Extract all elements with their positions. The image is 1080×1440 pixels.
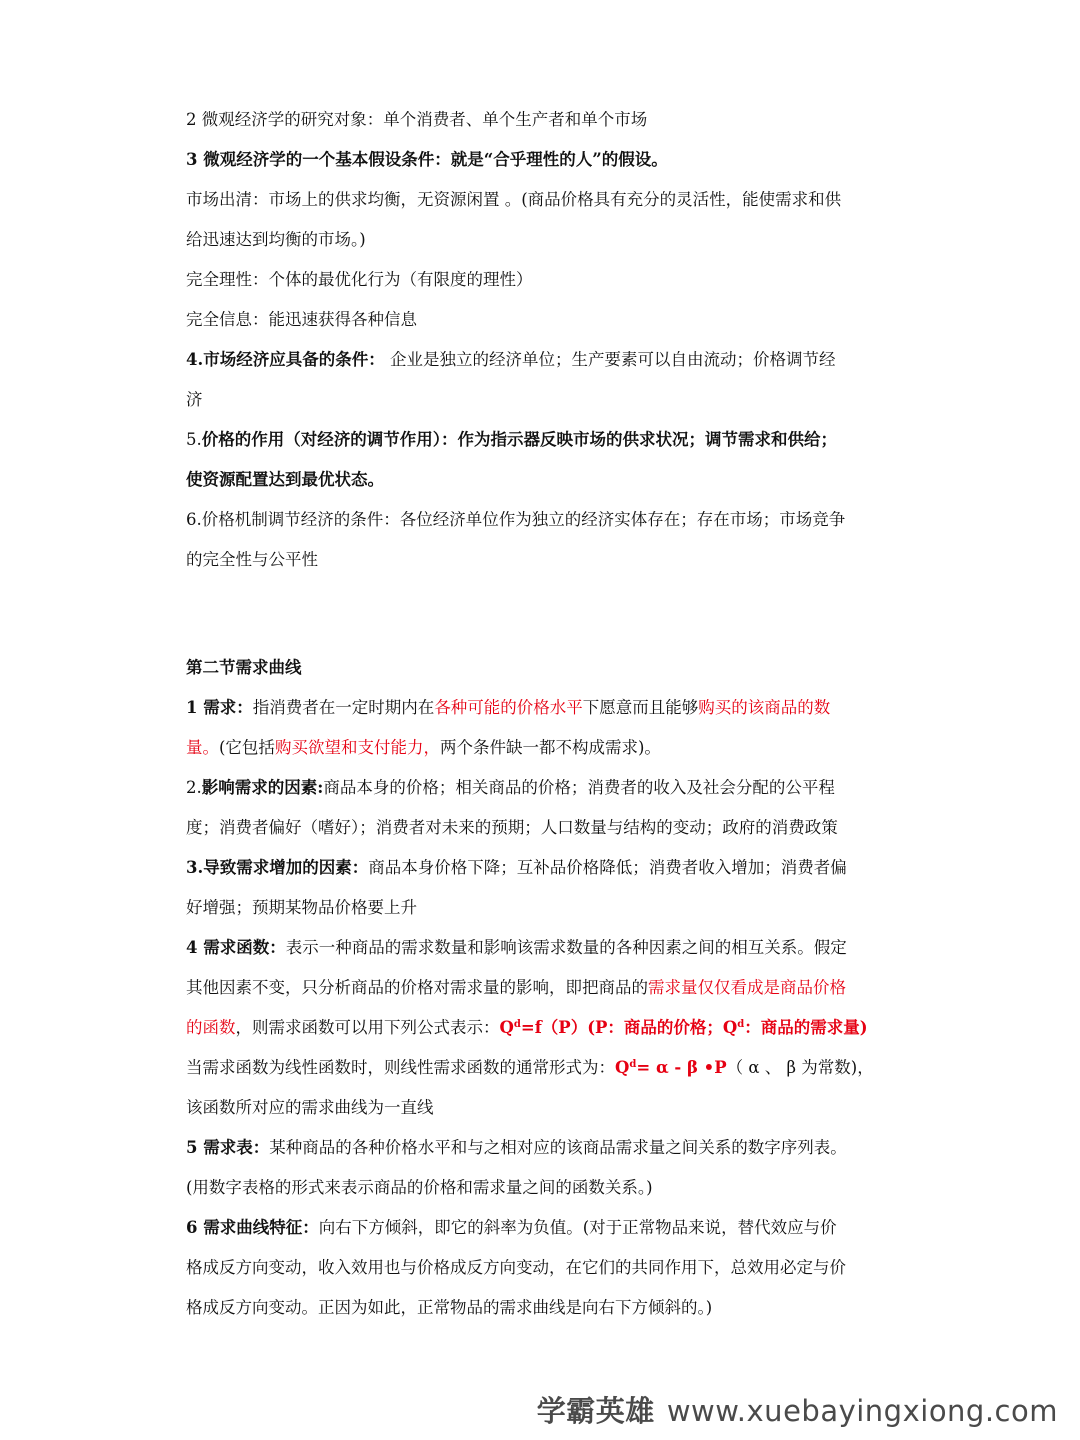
item-number: 1 <box>186 698 204 717</box>
term-label: 4.市场经济应具备的条件： <box>186 350 385 369</box>
text-span: 的完全性与公平性 <box>186 550 318 569</box>
item-number: 5. <box>186 430 202 449</box>
formula-part: ：商品的需求量) <box>744 1018 868 1037</box>
paragraph-demand-factors-cont <box>186 808 898 848</box>
formula-demand-function <box>500 1018 868 1037</box>
paragraph-linear-demand-cont <box>186 1088 898 1128</box>
paragraph-demand-curve-cont2 <box>186 1288 898 1328</box>
text-span: 两个条件缺一都不构成需求)。 <box>439 738 661 757</box>
text-span: 其他因素不变，只分析商品的价格对需求量的影响，即把商品的 <box>186 978 648 997</box>
formula-superscript: d <box>629 1059 637 1070</box>
formula-part: Q <box>499 1018 514 1037</box>
term-label: 6 需求曲线特征： <box>186 1218 319 1237</box>
paragraph-market-conditions <box>186 340 898 380</box>
highlight-text: 各种可能的价格水平 <box>434 698 583 717</box>
section-spacer <box>186 580 898 648</box>
text-span: 商品本身的价格；相关商品的价格；消费者的收入及社会分配的公平程 <box>323 778 835 797</box>
text-span: 格成反方向变动。正因为如此，正常物品的需求曲线是向右下方倾斜的。) <box>186 1298 713 1317</box>
text-span: （ α 、 β 为常数)， <box>726 1058 874 1077</box>
text-span: 度；消费者偏好（嗜好）；消费者对未来的预期；人口数量与结构的变动；政府的消费政策 <box>186 818 838 837</box>
text-span: 指消费者在一定时期内在 <box>252 698 435 717</box>
paragraph-market-conditions-cont <box>186 380 898 420</box>
text-span: 商品本身价格下降；互补品价格降低；消费者收入增加；消费者偏 <box>368 858 847 877</box>
paragraph-price-role <box>186 420 898 460</box>
paragraph-demand-definition <box>186 688 898 728</box>
term-label: 需求： <box>203 698 253 717</box>
paragraph-demand-schedule <box>186 1128 898 1168</box>
paragraph-demand-increase <box>186 848 898 888</box>
paragraph-basic-assumption <box>186 140 898 180</box>
text-span: 格成反方向变动，收入效用也与价格成反方向变动，在它们的共同作用下，总效用必定与价 <box>186 1258 846 1277</box>
text-span: 6.价格机制调节经济的条件：各位经济单位作为独立的经济实体存在；存在市场；市场竞争 <box>186 510 846 529</box>
document-body <box>186 100 898 1328</box>
term-label: 5 需求表： <box>186 1138 270 1157</box>
text-span: 3 微观经济学的一个基本假设条件：就是“合乎理性的人”的假设。 <box>186 150 668 169</box>
paragraph-price-mechanism-cont <box>186 540 898 580</box>
text-span: 向右下方倾斜，即它的斜率为负值。(对于正常物品来说，替代效应与价 <box>318 1218 837 1237</box>
paragraph-linear-demand <box>186 1048 898 1088</box>
item-number: 2. <box>186 778 202 797</box>
text-span: 使资源配置达到最优状态。 <box>186 470 384 489</box>
text-span: 好增强；预期某物品价格要上升 <box>186 898 417 917</box>
paragraph-market-clearing-cont <box>186 220 898 260</box>
paragraph-demand-curve <box>186 1208 898 1248</box>
text-span: 完全理性：个体的最优化行为（有限度的理性） <box>186 270 533 289</box>
paragraph-demand-factors <box>186 768 898 808</box>
paragraph-price-mechanism <box>186 500 898 540</box>
paragraph-full-rationality <box>186 260 898 300</box>
text-span: 下愿意而且能够 <box>582 698 699 717</box>
text-span: 表示一种商品的需求数量和影响该需求数量的各种因素之间的相互关系。假定 <box>285 938 847 957</box>
heading-text: 第二节需求曲线 <box>186 658 302 677</box>
formula-superscript: d <box>513 1019 521 1030</box>
watermark-brand: 学霸英雄 <box>536 1394 655 1428</box>
section-heading <box>186 648 898 688</box>
paragraph-demand-function-cont2 <box>186 1008 898 1048</box>
text-span: 当需求函数为线性函数时，则线性需求函数的通常形式为： <box>186 1058 615 1077</box>
paragraph-demand-schedule-cont <box>186 1168 898 1208</box>
formula-part: =f（P）(P：商品的价格；Q <box>520 1018 738 1037</box>
term-label: 3.导致需求增加的因素： <box>186 858 369 877</box>
paragraph-demand-curve-cont1 <box>186 1248 898 1288</box>
paragraph-full-information <box>186 300 898 340</box>
highlight-text: 量。 <box>186 738 219 757</box>
text-span: 某种商品的各种价格水平和与之相对应的该商品需求量之间关系的数字序列表。 <box>269 1138 847 1157</box>
text-span: 该函数所对应的需求曲线为一直线 <box>186 1098 434 1117</box>
highlight-text: 需求量仅仅看成是商品价格 <box>648 978 846 997</box>
paragraph-demand-function-cont1 <box>186 968 898 1008</box>
paragraph-price-role-cont <box>186 460 898 500</box>
watermark-url: www.xuebayingxiong.com <box>666 1394 1058 1428</box>
paragraph-research-object <box>186 100 898 140</box>
formula-superscript: d <box>737 1019 745 1030</box>
formula-part: Q <box>615 1058 630 1077</box>
text-span: 给迅速达到均衡的市场。) <box>186 230 366 249</box>
formula-linear-demand <box>615 1058 727 1077</box>
text-span: ，则需求函数可以用下列公式表示： <box>235 1018 500 1037</box>
text-span: 企业是独立的经济单位；生产要素可以自由流动；价格调节经 <box>384 350 836 369</box>
formula-part: = α - β •P <box>636 1058 727 1077</box>
text-span: 市场出清：市场上的供求均衡，无资源闲置 。(商品价格具有充分的灵活性，能使需求和供 <box>186 190 842 209</box>
paragraph-demand-function <box>186 928 898 968</box>
text-span: 济 <box>186 390 203 409</box>
text-span: 2 微观经济学的研究对象：单个消费者、单个生产者和单个市场 <box>186 110 648 129</box>
text-span: 价格的作用（对经济的调节作用）：作为指示器反映市场的供求状况；调节需求和供给； <box>201 430 837 449</box>
paragraph-demand-definition-cont <box>186 728 898 768</box>
text-span: 完全信息：能迅速获得各种信息 <box>186 310 417 329</box>
highlight-text: 的函数 <box>186 1018 236 1037</box>
term-label: 4 需求函数： <box>186 938 286 957</box>
text-span: (用数字表格的形式来表示商品的价格和需求量之间的函数关系。) <box>186 1178 653 1197</box>
highlight-text: 购买欲望和支付能力， <box>274 738 440 757</box>
paragraph-market-clearing <box>186 180 898 220</box>
highlight-text: 购买的该商品的数 <box>698 698 831 717</box>
paragraph-demand-increase-cont <box>186 888 898 928</box>
text-span: (它包括 <box>219 738 275 757</box>
watermark <box>537 1389 1058 1430</box>
term-label: 影响需求的因素: <box>201 778 324 797</box>
